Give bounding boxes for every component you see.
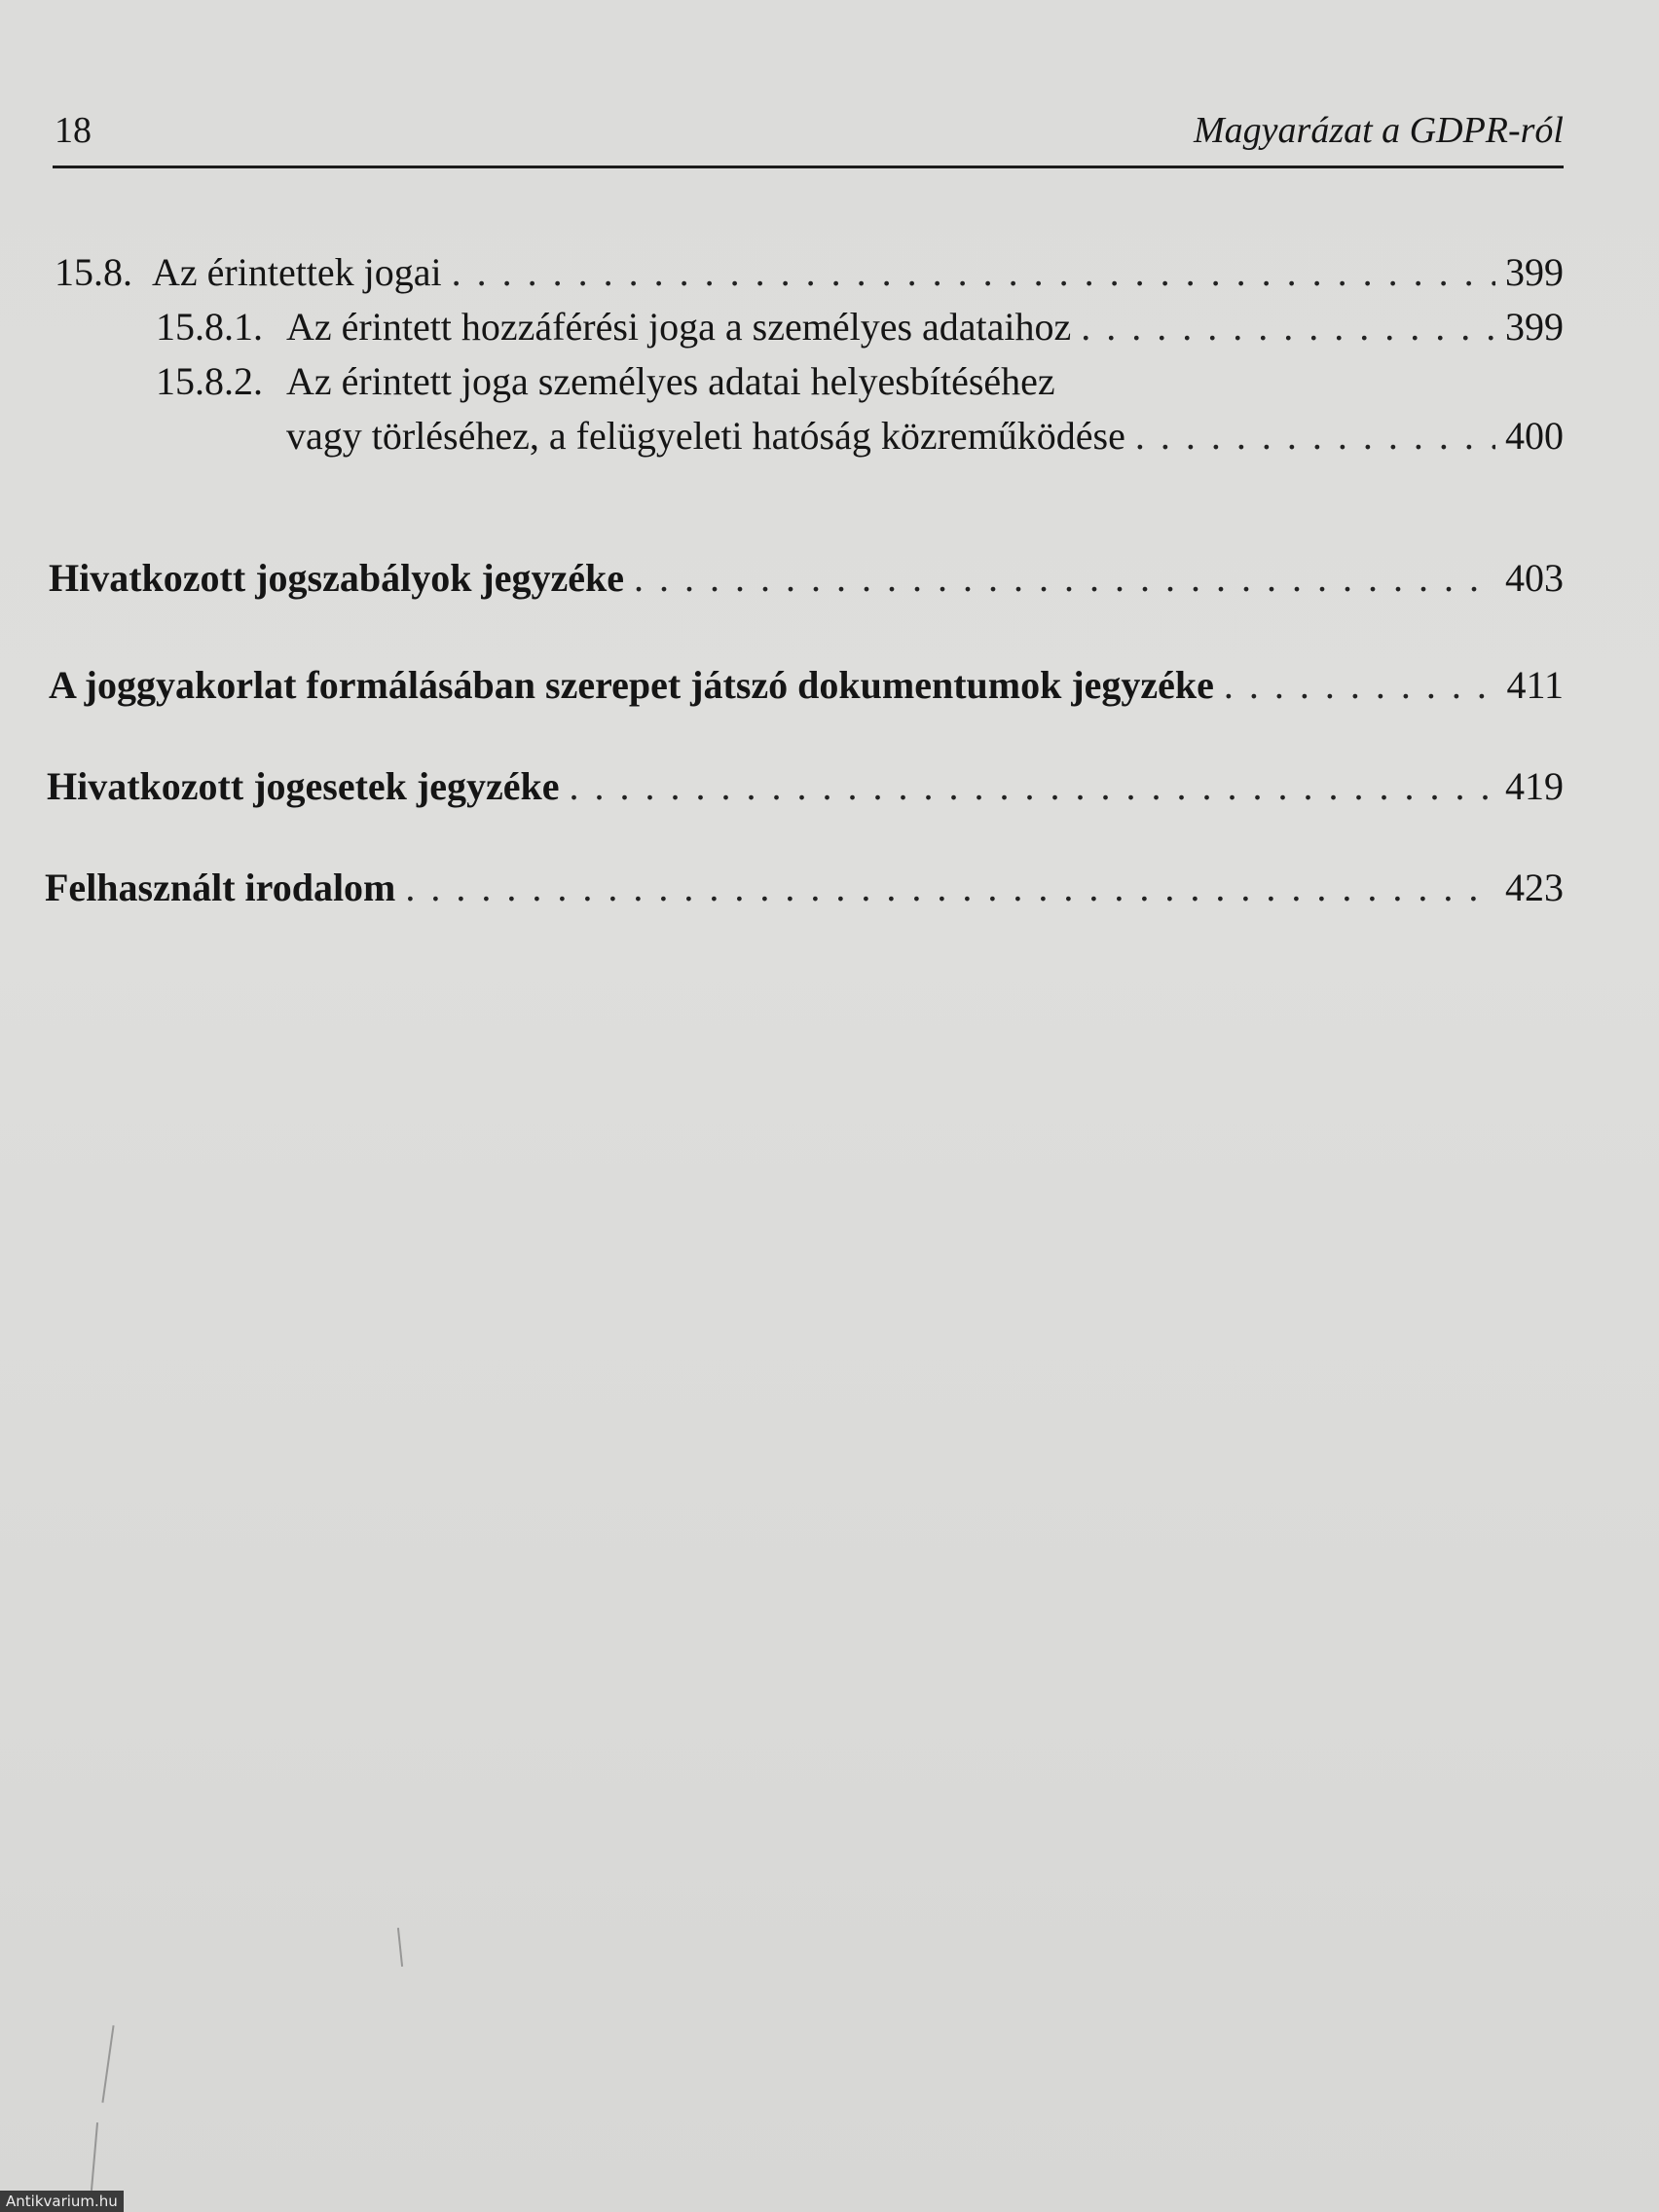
watermark-logo: Antikvarium.hu xyxy=(0,2191,124,2212)
toc-entry-15-8 xyxy=(55,249,1564,295)
toc-entry-15-8-2-continued xyxy=(286,413,1564,459)
dot-leader xyxy=(569,763,1495,809)
toc-heading-title: Felhasznált irodalom xyxy=(45,866,396,909)
paper-scratch xyxy=(101,2025,114,2103)
toc-heading-page: 419 xyxy=(1505,764,1564,808)
page-header xyxy=(55,109,1564,160)
dot-leader xyxy=(634,555,1495,601)
toc-entry-15-8-1 xyxy=(156,304,1564,350)
toc-entry-title: Az érintettek jogai xyxy=(152,250,442,294)
toc-heading-page: 411 xyxy=(1506,663,1564,707)
header-rule xyxy=(53,166,1564,168)
toc-heading-hivatkozott-jogszabalyok xyxy=(49,555,1564,601)
bleed-through-decoration xyxy=(136,243,1577,2191)
toc-heading-joggyakorlat xyxy=(49,662,1564,708)
toc-entry-page: 399 xyxy=(1505,250,1564,294)
dot-leader xyxy=(452,249,1495,295)
toc-heading-irodalom xyxy=(45,865,1564,910)
toc-heading-page: 403 xyxy=(1505,556,1564,600)
toc-entry-page: 399 xyxy=(1505,305,1564,349)
toc-heading-page: 423 xyxy=(1505,866,1564,909)
toc-entry-number: 15.8.2. xyxy=(156,359,263,403)
toc-entry-number: 15.8.1. xyxy=(156,305,263,349)
toc-heading-title: Hivatkozott jogszabályok jegyzéke xyxy=(49,556,625,600)
toc-heading-jogesetek xyxy=(47,763,1564,809)
toc-entry-15-8-2 xyxy=(156,358,1564,404)
toc-entry-title: Az érintett hozzáférési joga a személyes adataihoz xyxy=(286,305,1072,349)
running-title: Magyarázat a GDPR-ról xyxy=(1194,110,1564,151)
dot-leader xyxy=(1224,662,1497,708)
dot-leader xyxy=(405,865,1495,910)
toc-heading-title: A joggyakorlat formálásában szerepet játszó dokumentumok jegyzéke xyxy=(49,663,1214,707)
paper-scratch xyxy=(91,2122,98,2191)
paper-scratch xyxy=(397,1928,403,1967)
dot-leader xyxy=(1135,413,1495,459)
toc-entry-title: Az érintett joga személyes adatai helyesbítéséhez xyxy=(286,359,1055,403)
toc-entry-page: 400 xyxy=(1505,414,1564,458)
page-number: 18 xyxy=(55,110,92,151)
toc-entry-number: 15.8. xyxy=(55,250,132,294)
toc-entry-title-continued: vagy törléséhez, a felügyeleti hatóság közreműködése xyxy=(286,414,1125,458)
dot-leader xyxy=(1081,304,1495,350)
toc-heading-title: Hivatkozott jogesetek jegyzéke xyxy=(47,764,560,808)
